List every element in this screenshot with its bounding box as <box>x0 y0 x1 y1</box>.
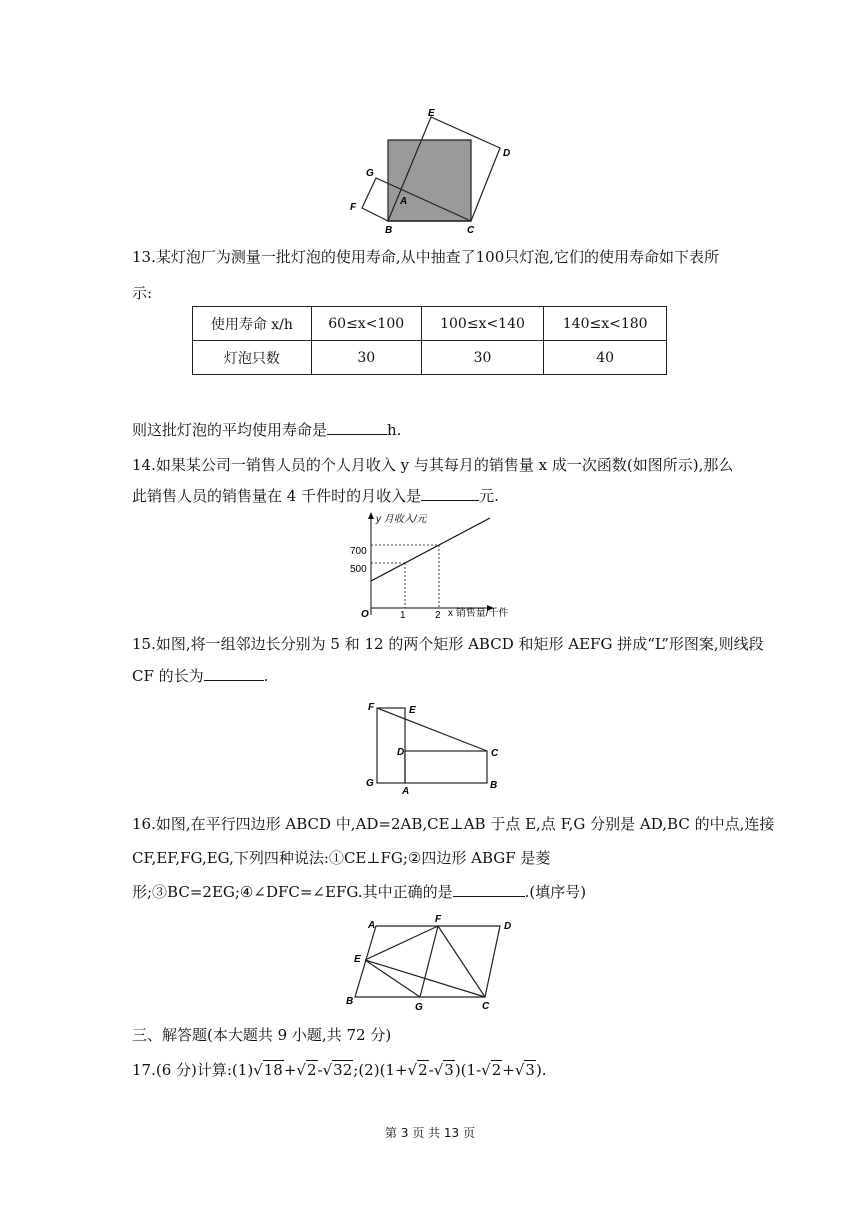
y-axis-arrow-icon <box>368 512 374 519</box>
q17-prefix: 17.(6 分)计算:(1) <box>132 1061 254 1079</box>
q13-answer-suffix: h. <box>387 421 402 439</box>
q14-text-line2-suffix: 元. <box>479 487 499 505</box>
chart-y-tick-500: 500 <box>350 564 367 575</box>
chart-y-tick-700: 700 <box>350 546 367 557</box>
table-header-label: 使用寿命 x/h <box>193 307 312 341</box>
q13-answer-line <box>132 420 401 440</box>
q16-label-f: F <box>435 914 442 925</box>
chart-ylabel: y 月收入/元 <box>376 514 427 525</box>
q12-label-d: D <box>503 148 511 159</box>
table-header-cell: 60≤x<100 <box>311 307 421 341</box>
q17-plus2: + <box>502 1061 515 1079</box>
page-footer: 第 3 页 共 13 页 <box>385 1126 475 1140</box>
q13-table <box>192 306 667 375</box>
q17-end: ). <box>535 1061 547 1079</box>
chart-origin: O <box>361 609 369 620</box>
q17-radicand-32: 32 <box>333 1061 353 1079</box>
q16-figure <box>340 912 530 1012</box>
sqrt-sign-icon: √ <box>296 1061 306 1079</box>
q13-text-line2: 示: <box>132 284 153 302</box>
q15-text-line2-suffix: . <box>263 667 269 685</box>
q17-radicand-2c: 2 <box>491 1061 502 1079</box>
table-header-cell: 100≤x<140 <box>421 307 544 341</box>
q15-label-e: E <box>409 705 416 716</box>
q12-label-b: B <box>385 225 393 235</box>
q13-text-line1: 13.某灯泡厂为测量一批灯泡的使用寿命,从中抽查了100只灯泡,它们的使用寿命如下表所 <box>132 248 720 266</box>
q17-radicand-3b: 3 <box>525 1061 535 1079</box>
q17-radicand-2a: 2 <box>306 1061 317 1079</box>
q14-answer-blank <box>421 486 479 501</box>
section3-title: 三、解答题(本大题共 9 小题,共 72 分) <box>132 1026 392 1044</box>
q16-text-line3-suffix: .(填序号) <box>524 883 587 901</box>
q15-label-b: B <box>490 780 498 791</box>
chart-xlabel: x 销售量/千件 <box>448 608 509 619</box>
q16-label-g: G <box>415 1002 423 1012</box>
q12-label-f: F <box>350 202 357 213</box>
q16-text-line1: 16.如图,在平行四边形 ABCD 中,AD=2AB,CE⊥AB 于点 E,点 F,G 分别是 AD,BC 的中点,连接 <box>132 815 775 833</box>
q15-answer-blank <box>204 666 264 681</box>
q16-label-b: B <box>346 996 354 1007</box>
q15-text-line2-prefix: CF 的长为 <box>132 667 204 685</box>
q17-mid2: )(1- <box>454 1061 482 1079</box>
sqrt-sign-icon: √ <box>407 1061 418 1079</box>
chart-line-series <box>371 518 490 581</box>
sqrt-sign-icon: √ <box>433 1061 444 1079</box>
q17-plus1: + <box>283 1061 297 1079</box>
chart-x-tick-2: 2 <box>435 610 441 621</box>
q16-label-c: C <box>482 1001 490 1012</box>
q16-answer-blank <box>453 882 525 897</box>
table-row-label: 灯泡只数 <box>193 341 312 375</box>
q12-figure <box>340 100 520 235</box>
q14-text-line2-prefix: 此销售人员的销售量在 4 千件时的月收入是 <box>132 487 422 505</box>
q14-chart <box>340 510 520 622</box>
q12-label-a: A <box>400 196 408 207</box>
q17-line <box>132 1060 547 1080</box>
chart-x-tick-1: 1 <box>400 610 406 621</box>
table-row <box>193 307 667 341</box>
q13-answer-blank <box>327 420 387 435</box>
q15-label-f: F <box>368 702 375 713</box>
q12-label-c: C <box>467 225 475 235</box>
q12-label-e: E <box>428 108 435 119</box>
q16-label-e: E <box>354 954 361 965</box>
table-cell: 30 <box>421 341 544 375</box>
q16-text-line2: CF,EF,FG,EG,下列四种说法:①CE⊥FG;②四边形 ABGF 是菱 <box>132 849 551 867</box>
q16-text-line3 <box>132 882 586 902</box>
q15-label-d: D <box>397 747 405 758</box>
q15-text-line1: 15.如图,将一组邻边长分别为 5 和 12 的两个矩形 ABCD 和矩形 AEFG 拼成“L”形图案,则线段 <box>132 635 764 653</box>
q17-mid: ;(2)(1+ <box>353 1061 408 1079</box>
q16-label-a: A <box>368 920 376 931</box>
q17-minus2: - <box>428 1061 434 1079</box>
q15-label-c: C <box>491 748 499 759</box>
q17-radicand-18: 18 <box>263 1061 283 1079</box>
table-row <box>193 341 667 375</box>
table-cell: 30 <box>311 341 421 375</box>
q12-label-g: G <box>366 168 374 179</box>
q16-label-d: D <box>504 921 512 932</box>
sqrt-sign-icon: √ <box>322 1061 333 1079</box>
q14-text-line2 <box>132 486 499 506</box>
q15-label-g: G <box>366 778 374 789</box>
table-header-cell: 140≤x<180 <box>544 307 667 341</box>
q14-text-line1: 14.如果某公司一销售人员的个人月收入 y 与其每月的销售量 x 成一次函数(如图所示),那么 <box>132 456 734 474</box>
q17-radicand-2b: 2 <box>418 1061 428 1079</box>
sqrt-sign-icon: √ <box>253 1061 263 1079</box>
q16-text-line3-prefix: 形;③BC=2EG;④∠DFC=∠EFG.其中正确的是 <box>132 883 453 901</box>
table-cell: 40 <box>544 341 667 375</box>
q13-answer-prefix: 则这批灯泡的平均使用寿命是 <box>132 421 328 439</box>
q17-radicand-3a: 3 <box>444 1061 454 1079</box>
q17-minus1: - <box>317 1061 323 1079</box>
q15-figure <box>360 698 510 796</box>
sqrt-sign-icon: √ <box>481 1061 491 1079</box>
q15-label-a: A <box>402 786 410 796</box>
q15-text-line2 <box>132 666 268 686</box>
sqrt-sign-icon: √ <box>514 1061 525 1079</box>
